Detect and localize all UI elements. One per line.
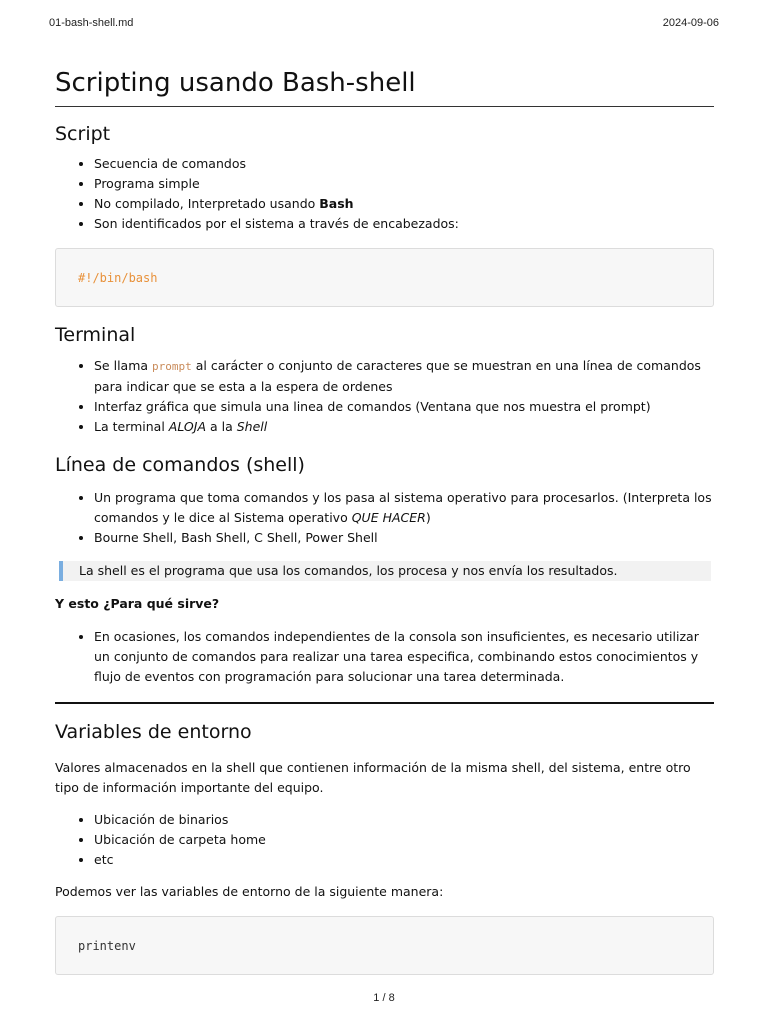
page-title: Scripting usando Bash-shell bbox=[55, 66, 714, 107]
env-list bbox=[55, 810, 714, 870]
document-content bbox=[55, 66, 714, 975]
heading-terminal: Terminal bbox=[55, 324, 136, 346]
list-item-text: al carácter o conjunto de caracteres que se muestran en una línea de comandos para indicar que se esta a la espera de ordenes bbox=[94, 358, 701, 394]
code-block-printenv bbox=[55, 916, 714, 975]
bold-bash: Bash bbox=[319, 196, 354, 211]
list-item-text: ) bbox=[425, 510, 431, 525]
list-item: • Programa simple bbox=[94, 174, 714, 194]
emphasis-aloja: ALOJA bbox=[168, 419, 207, 434]
list-item bbox=[94, 194, 714, 214]
list-item-text: a la bbox=[206, 419, 237, 434]
terminal-list bbox=[55, 356, 714, 437]
code-text: printenv bbox=[78, 938, 136, 953]
list-item: • Son identificados por el sistema a través de encabezados: bbox=[94, 214, 714, 234]
emphasis-que-hacer: QUE HACER bbox=[351, 510, 426, 525]
code-block-shebang bbox=[55, 248, 714, 307]
header-date: 2024-09-06 bbox=[662, 17, 719, 29]
list-item: • Bourne Shell, Bash Shell, C Shell, Power Shell bbox=[94, 528, 714, 548]
list-item-text: La terminal bbox=[94, 419, 169, 434]
heading-script: Script bbox=[55, 123, 111, 145]
list-item bbox=[94, 356, 714, 397]
list-item: • Interfaz gráfica que simula una linea de comandos (Ventana que nos muestra el prompt) bbox=[94, 397, 714, 417]
list-item: • Ubicación de carpeta home bbox=[94, 830, 714, 850]
question-text: Y esto ¿Para qué sirve? bbox=[55, 596, 220, 611]
list-item bbox=[94, 417, 714, 437]
heading-env: Variables de entorno bbox=[55, 721, 252, 743]
list-item: • En ocasiones, los comandos independientes de la consola son insuficientes, es necesario utilizar un conjunto de comandos para realizar una tarea especifica, combinando estos conocimientos y flujo de eventos con programación para solucionar una tarea determinada. bbox=[94, 627, 714, 687]
list-item-text: No compilado, Interpretado usando bbox=[94, 196, 320, 211]
answer-list bbox=[55, 627, 714, 687]
code-text: #!/bin/bash bbox=[78, 270, 158, 285]
page-number: 1 / 8 bbox=[373, 992, 395, 1004]
shell-list bbox=[55, 488, 714, 548]
divider bbox=[55, 702, 714, 704]
list-item: • Secuencia de comandos bbox=[94, 154, 714, 174]
heading-shell: Línea de comandos (shell) bbox=[55, 454, 305, 476]
list-item bbox=[94, 488, 714, 528]
env-view-text: Podemos ver las variables de entorno de la siguiente manera: bbox=[55, 884, 444, 899]
list-item-text: Un programa que toma comandos y los pasa al sistema operativo para procesarlos. (Interpreta los comandos y le dice al Sistema operativo bbox=[94, 490, 712, 525]
env-intro: Valores almacenados en la shell que contienen información de la misma shell, del sistema, entre otro tipo de información importante del equipo. bbox=[55, 760, 691, 795]
blockquote-shell: La shell es el programa que usa los comandos, los procesa y nos envía los resultados. bbox=[59, 561, 711, 581]
list-item-text: Se llama bbox=[94, 358, 153, 373]
inline-code-prompt: prompt bbox=[152, 360, 192, 373]
list-item: • Ubicación de binarios bbox=[94, 810, 714, 830]
header-filename: 01-bash-shell.md bbox=[49, 17, 134, 29]
script-list bbox=[55, 154, 714, 234]
emphasis-shell: Shell bbox=[236, 419, 268, 434]
list-item: • etc bbox=[94, 850, 714, 870]
